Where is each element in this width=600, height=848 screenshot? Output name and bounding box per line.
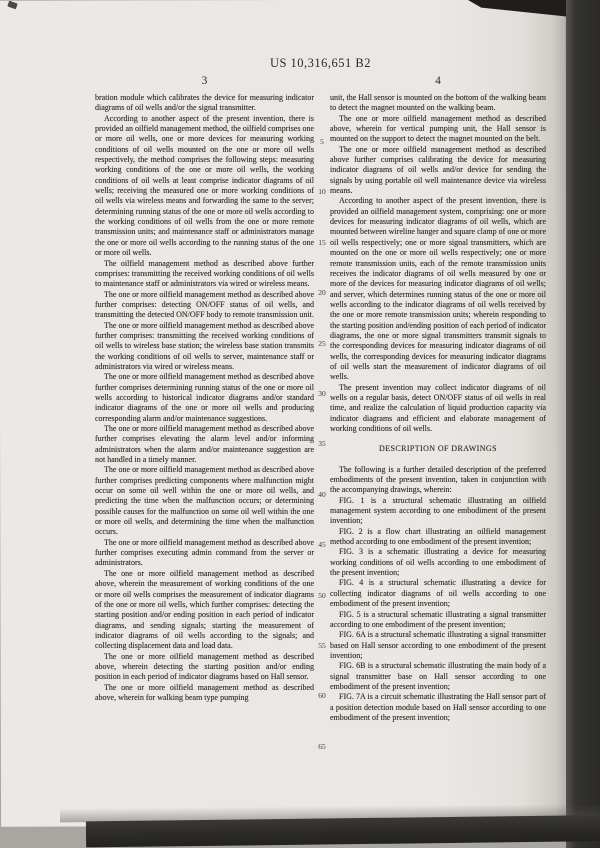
column-number-left: 3 — [201, 75, 208, 87]
paragraph: The one or more oilfield management method as described above, wherein for walking beam type pumping — [95, 682, 314, 702]
section-heading: DESCRIPTION OF DRAWINGS — [379, 444, 497, 454]
paragraph: unit, the Hall sensor is mounted on the bottom of the walking beam to detect the magnet mounted on the walking beam. — [330, 93, 546, 113]
paragraph: The one or more oilfield management method as described above further comprises: transmitting the received working conditions of oil wells to wireless base station; the wireless base station transmits the working conditions of oil wells to server, maintenance staff or administrators via wired or wireless means. — [95, 320, 314, 371]
line-number: 65 — [318, 741, 326, 751]
paragraph: The following is a further detailed description of the preferred embodiments of the present invention, taken in conjunction with the accompanying drawings, wherein: — [330, 464, 546, 495]
paragraph: The present invention may collect indicator diagrams of oil wells on a regular basis, detect ON/OFF status of oil wells in real time, and realize the calculation of liquid production capacity via indicator diagrams and efficient and elaborate management of working conditions of oil wells. — [330, 382, 546, 433]
line-number: 5 — [320, 137, 324, 146]
paragraph: FIG. 3 is a schematic illustrating a device for measuring working conditions of oil wells according to one embodiment of the present invention; — [330, 547, 546, 578]
paragraph: The one or more oilfield management method as described above further comprises calibrating the device for measuring indicator diagrams of oil wells and/or device for sending the signals by using portable oil well maintenance device via wireless means. — [330, 144, 546, 196]
line-number: 35 — [318, 439, 326, 449]
patent-number: US 10,316,651 B2 — [269, 56, 372, 70]
line-number: 45 — [318, 540, 326, 550]
paragraph: FIG. 2 is a flow chart illustrating an oilfield management method according to one embodiment of the present invention; — [330, 526, 546, 547]
patent-text-column-3 — [95, 93, 314, 805]
paragraph: FIG. 6B is a structural schematic illustrating the main body of a signal transmitter base on Hall sensor according to one embodiment of the present invention; — [330, 661, 546, 691]
patent-text-column-4 — [330, 93, 546, 805]
paragraph: The one or more oilfield management method as described above, wherein detecting the starting position and/or ending position in each period of indicator diagrams based on Hall sensor. — [95, 651, 314, 682]
line-number: 50 — [318, 590, 326, 600]
line-number: 20 — [318, 288, 326, 298]
line-number: 60 — [318, 691, 326, 701]
paragraph: According to another aspect of the present invention, there is provided an oilfield management system, comprising: one or more devices for measuring indicator diagrams of oil wells, which are mounted between wireline hanger and square clamp of one or more oil wells respectively; one or more signal transmitters, which are mounted on the one or more oil wells respectively; one or more remote transmission units, each of the remote transmission units receives the indicator diagrams of oil wells measured by one or more of the devices for measuring indicator diagrams of oil wells; and server, which determines running status of the one or more oil wells according to the indicator diagrams of oil wells received by the one or more remote transmission units; wherein responding to the starting position and/ending position of each period of indicator diagrams, the one or more signal transmitters transmit signals to the corresponding devices for measuring indicator diagrams of oil wells, the corresponding devices for measuring indicator diagrams of oil wells start the measurement of indicator diagrams of oil wells. — [330, 196, 546, 382]
paragraph: The one or more oilfield management method as described above further comprises executing admin command from the server or administrators. — [95, 537, 314, 568]
line-number: 25 — [318, 338, 326, 348]
paragraph: bration module which calibrates the device for measuring indicator diagrams of oil wells and/or the signal transmitter. — [95, 93, 314, 113]
column-number-right: 4 — [435, 75, 441, 87]
paragraph: FIG. 4 is a structural schematic illustrating a device for collecting indicator diagrams of oil wells according to one embodiment of the present invention; — [330, 578, 546, 609]
paragraph: The oilfield management method as described above further comprises: transmitting the received working conditions of oil wells to maintenance staff or administrators via wired or wireless means. — [95, 258, 314, 289]
paragraph: The one or more oilfield management method as described above, wherein the measurement of working conditions of the one or more oil wells comprises the measurement of indicator diagrams of the one or more oil wells, which further comprises: detecting the starting position and/or ending position in each period of indicator diagrams, and sending signals; starting the measurement of indicator diagrams of oil wells according to the signals; and collecting displacement data and load data. — [95, 568, 314, 651]
line-number: 40 — [318, 489, 326, 499]
paragraph: FIG. 5 is a structural schematic illustrating a signal transmitter according to one embodiment of the present invention; — [330, 609, 546, 629]
paragraph: The one or more oilfield management method as described above further comprises predicting components where malfunction might occur on some oil well within the one or more oil wells, and predicting the time when the malfunction occurs; or determining possible causes for the malfunction on some oil well within the one or more oil wells, and determining the time when the malfunction occurs. — [95, 465, 314, 537]
paragraph: The one or more oilfield management method as described above further comprises determining running status of the one or more oil wells according to historical indicator diagrams and/or standard indicator diagrams of the one or more oil wells and producing corresponding alarm and/or maintenance suggestions. — [95, 372, 314, 423]
paragraph: FIG. 1 is a structural schematic illustrating an oilfield management system according to one embodiment of the present invention; — [330, 495, 546, 526]
line-number: 55 — [318, 641, 326, 650]
paragraph: FIG. 7A is a circuit schematic illustrating the Hall sensor part of a position detection module based on Hall sensor according to one embodiment of the present invention; — [330, 692, 546, 722]
scan-edge-bottom — [86, 815, 600, 848]
paragraph: The one or more oilfield management method as described above further comprises elevating the alarm level and/or informing administrators when the alarm and/or maintenance suggestion are not handled in a timely manner. — [95, 424, 314, 465]
paragraph: The one or more oilfield management method as described above, wherein for vertical pumping unit, the Hall sensor is mounted on the support to detect the magnet mounted on the belt. — [330, 113, 546, 144]
line-number: 30 — [318, 389, 326, 398]
paragraph: FIG. 6A is a structural schematic illustrating a signal transmitter based on Hall sensor according to one embodiment of the present invention; — [330, 630, 546, 660]
paragraph: The one or more oilfield management method as described above further comprises: detecting ON/OFF status of oil wells, and transmitting the detected ON/OFF body to remote transmission unit. — [95, 289, 314, 320]
line-number: 10 — [318, 187, 326, 197]
line-number: 15 — [318, 237, 326, 247]
scan-edge-right — [566, 0, 600, 848]
paragraph: According to another aspect of the present invention, there is provided an oilfield management method, the oilfield comprises one or more oil wells, one or more devices for measuring working conditions of oil wells mounted on the one or more oil wells respectively, the method comprises the following steps: measuring working conditions of the one or more oil wells, the working conditions of oil wells at least comprise indicator diagrams of oil wells; receiving the measured one or more working conditions of oil wells via wireless means and forwarding the same to the server; determining running status of the one or more oil wells according to the working conditions of oil wells from the one or more remote transmission units; and maintenance staff or administrators manage the one or more oil wells according to the running status of the one or more oil wells. — [95, 113, 314, 258]
